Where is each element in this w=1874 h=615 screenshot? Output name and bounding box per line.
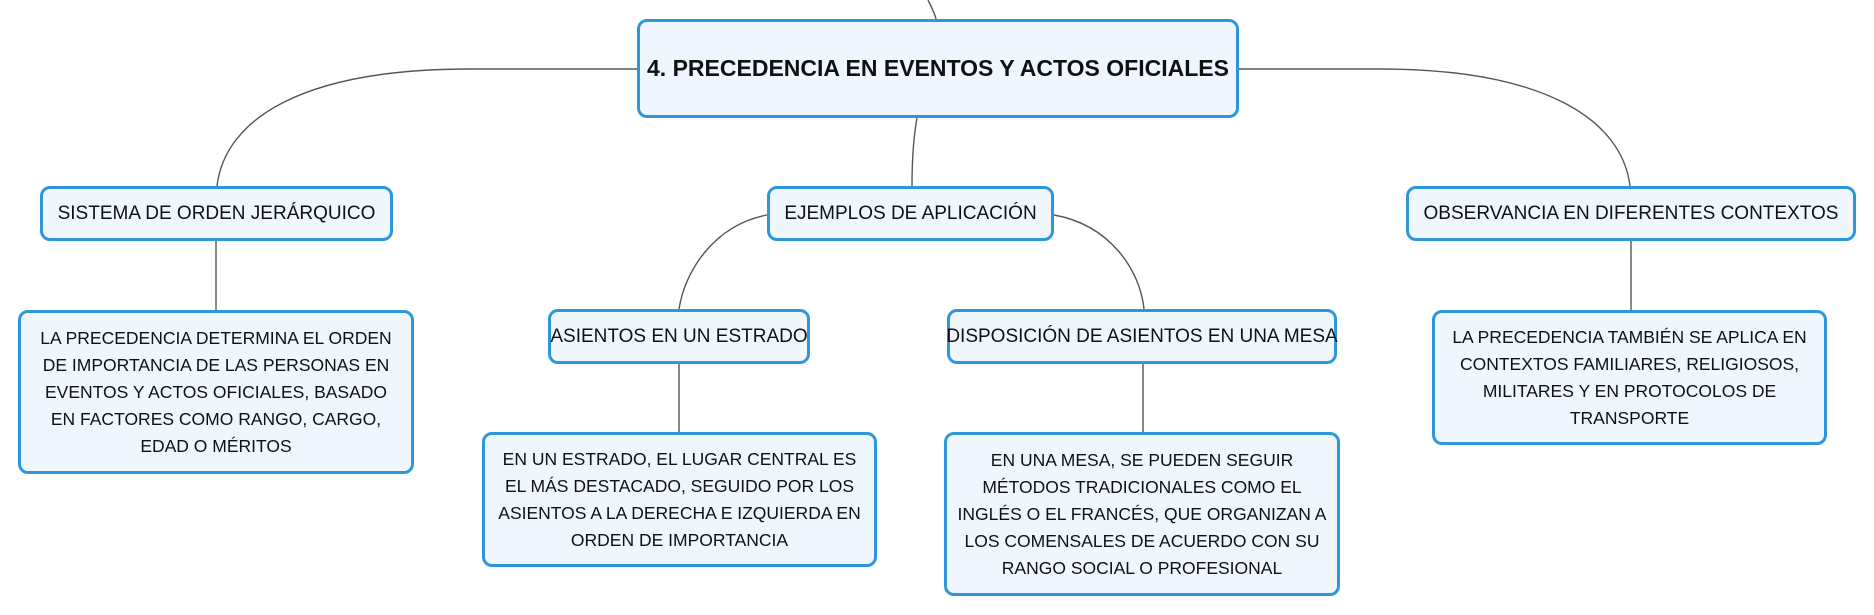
detail-mesa-node[interactable]	[944, 432, 1340, 596]
subtopic-estrado-node[interactable]	[548, 309, 810, 364]
connector-root-ejemplos	[912, 118, 917, 186]
topic-sistema-node[interactable]	[40, 186, 393, 241]
detail-mesa-text: EN UNA MESA, SE PUEDEN SEGUIR MÉTODOS TRADICIONALES COMO EL INGLÉS O EL FRANCÉS, QUE ORGANIZAN A LOS COMENSALES DE ACUERDO CON SU RANGO SOCIAL O PROFESIONAL	[957, 449, 1327, 578]
detail-observancia-node[interactable]	[1432, 310, 1827, 445]
root-topic-label: 4. PRECEDENCIA EN EVENTOS Y ACTOS OFICIALES	[647, 55, 1229, 81]
connector-root-sistema	[217, 69, 637, 186]
topic-ejemplos-label: EJEMPLOS DE APLICACIÓN	[784, 202, 1037, 224]
detail-sistema-text: LA PRECEDENCIA DETERMINA EL ORDEN DE IMPORTANCIA DE LAS PERSONAS EN EVENTOS Y ACTOS OFICIALES, BASADO EN FACTORES COMO RANGO, CARGO, EDAD O MÉRITOS	[40, 327, 392, 456]
topic-sistema-label: SISTEMA DE ORDEN JERÁRQUICO	[57, 202, 376, 224]
connector-parent-stub	[928, 0, 936, 19]
connector-ejemplos-estrado	[679, 215, 767, 309]
subtopic-mesa-node[interactable]	[947, 309, 1337, 364]
detail-estrado-node[interactable]	[482, 432, 877, 567]
subtopic-mesa-label: DISPOSICIÓN DE ASIENTOS EN UNA MESA	[946, 325, 1338, 347]
subtopic-estrado-label: ASIENTOS EN UN ESTRADO	[550, 325, 808, 347]
detail-observancia-text: LA PRECEDENCIA TAMBIÉN SE APLICA EN CONTEXTOS FAMILIARES, RELIGIOSOS, MILITARES Y EN PROTOCOLOS DE TRANSPORTE	[1452, 326, 1807, 428]
detail-estrado-text: EN UN ESTRADO, EL LUGAR CENTRAL ES EL MÁS DESTACADO, SEGUIDO POR LOS ASIENTOS A LA DERECHA E IZQUIERDA EN ORDEN DE IMPORTANCIA	[498, 448, 861, 550]
root-topic-node[interactable]	[637, 19, 1239, 118]
topic-observancia-node[interactable]	[1406, 186, 1856, 241]
connector-ejemplos-mesa	[1054, 215, 1144, 309]
topic-ejemplos-node[interactable]	[767, 186, 1054, 241]
topic-observancia-label: OBSERVANCIA EN DIFERENTES CONTEXTOS	[1423, 202, 1839, 224]
detail-sistema-node[interactable]	[18, 310, 414, 474]
connector-root-observancia	[1239, 69, 1630, 186]
